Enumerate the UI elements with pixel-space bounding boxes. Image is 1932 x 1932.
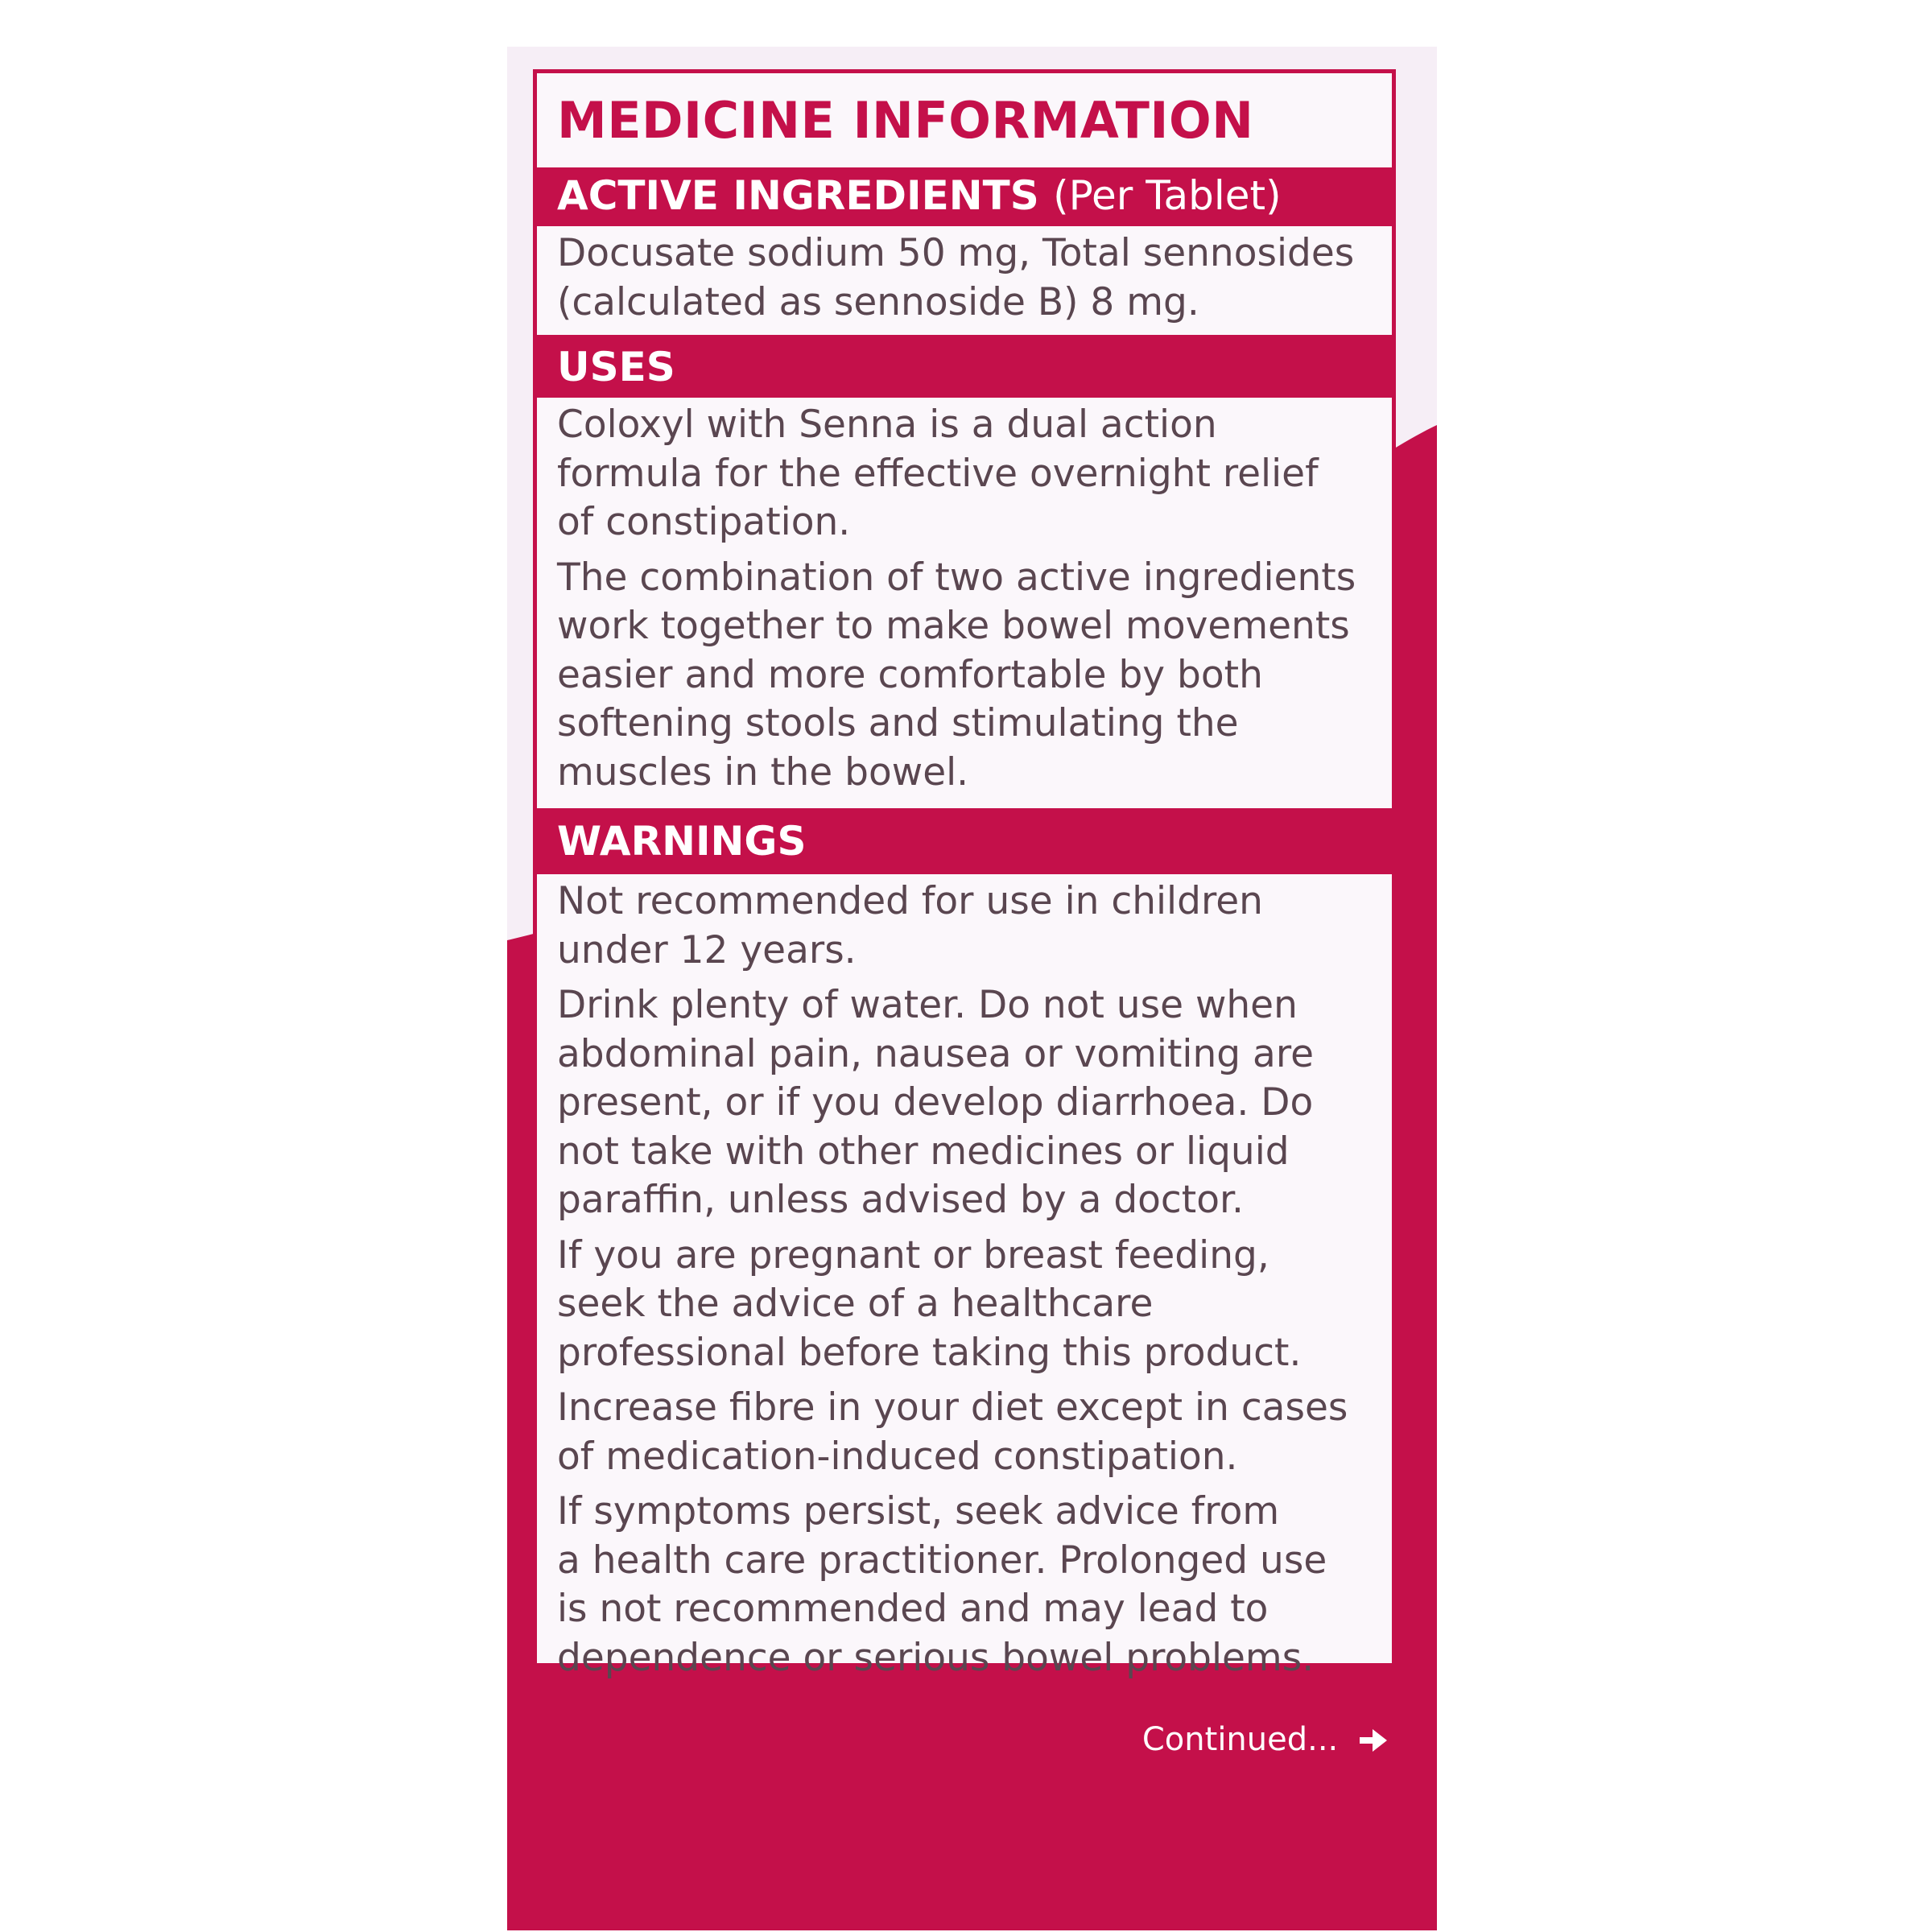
continued-note xyxy=(1142,1721,1387,1760)
text-line: a health care practitioner. Prolonged use xyxy=(557,1538,1327,1583)
text-line: paraffin, unless advised by a doctor. xyxy=(557,1178,1244,1222)
text-line: of constipation. xyxy=(557,500,851,544)
text-line: Drink plenty of water. Do not use when xyxy=(557,983,1298,1027)
text-line: seek the advice of a healthcare xyxy=(557,1282,1154,1326)
uses-paragraph xyxy=(557,554,1384,798)
active-ingredients-label: ACTIVE INGREDIENTS xyxy=(557,172,1039,219)
text-line: of medication-induced constipation. xyxy=(557,1434,1238,1479)
uses-text xyxy=(537,398,1392,808)
uses-heading: USES xyxy=(557,344,675,390)
continued-label: Continued... xyxy=(1141,1721,1339,1758)
text-line: muscles in the bowel. xyxy=(557,749,969,795)
text-line: work together to make bowel movements xyxy=(557,604,1350,648)
warnings-paragraph xyxy=(557,1488,1384,1682)
warnings-heading: WARNINGS xyxy=(557,818,807,865)
per-tablet-qualifier: (Per Tablet) xyxy=(1053,172,1282,219)
panel-title: MEDICINE INFORMATION xyxy=(537,73,1392,167)
medicine-carton-side xyxy=(507,47,1437,1930)
text-line: dependence or serious bowel problems. xyxy=(557,1635,1315,1680)
text-line: Docusate sodium 50 mg, Total sennosides xyxy=(557,231,1355,275)
text-line: professional before taking this product. xyxy=(557,1330,1302,1375)
warnings-paragraph xyxy=(557,877,1384,975)
text-line: is not recommended and may lead to xyxy=(557,1587,1269,1631)
text-line: The combination of two active ingredients xyxy=(557,555,1356,600)
warnings-text xyxy=(537,874,1392,1680)
text-line: Not recommended for use in children xyxy=(557,879,1263,923)
warnings-paragraph xyxy=(557,1232,1384,1378)
text-line: Coloxyl with Senna is a dual action xyxy=(557,402,1217,447)
text-line: Increase fibre in your diet except in cases xyxy=(557,1385,1348,1430)
arrow-right-icon xyxy=(1360,1723,1387,1760)
text-line: If you are pregnant or breast feeding, xyxy=(557,1232,1269,1278)
text-line: formula for the effective overnight relief xyxy=(557,451,1319,496)
text-line: softening stools and stimulating the xyxy=(557,701,1239,745)
warnings-paragraph xyxy=(557,1384,1384,1481)
warnings-paragraph xyxy=(557,981,1384,1225)
text-line: If symptoms persist, seek advice from xyxy=(557,1489,1280,1534)
text-line: (calculated as sennoside B) 8 mg. xyxy=(557,279,1199,324)
active-ingredients-text xyxy=(537,226,1392,335)
text-line: under 12 years. xyxy=(557,927,857,972)
medicine-information-panel xyxy=(533,69,1396,1680)
text-line: present, or if you develop diarrhoea. Do xyxy=(557,1080,1314,1125)
text-line: easier and more comfortable by both xyxy=(557,652,1263,697)
active-ingredients-heading xyxy=(537,170,1392,222)
text-line: abdominal pain, nausea or vomiting are xyxy=(557,1031,1315,1076)
text-line: not take with other medicines or liquid xyxy=(557,1129,1290,1174)
uses-paragraph xyxy=(557,401,1384,547)
